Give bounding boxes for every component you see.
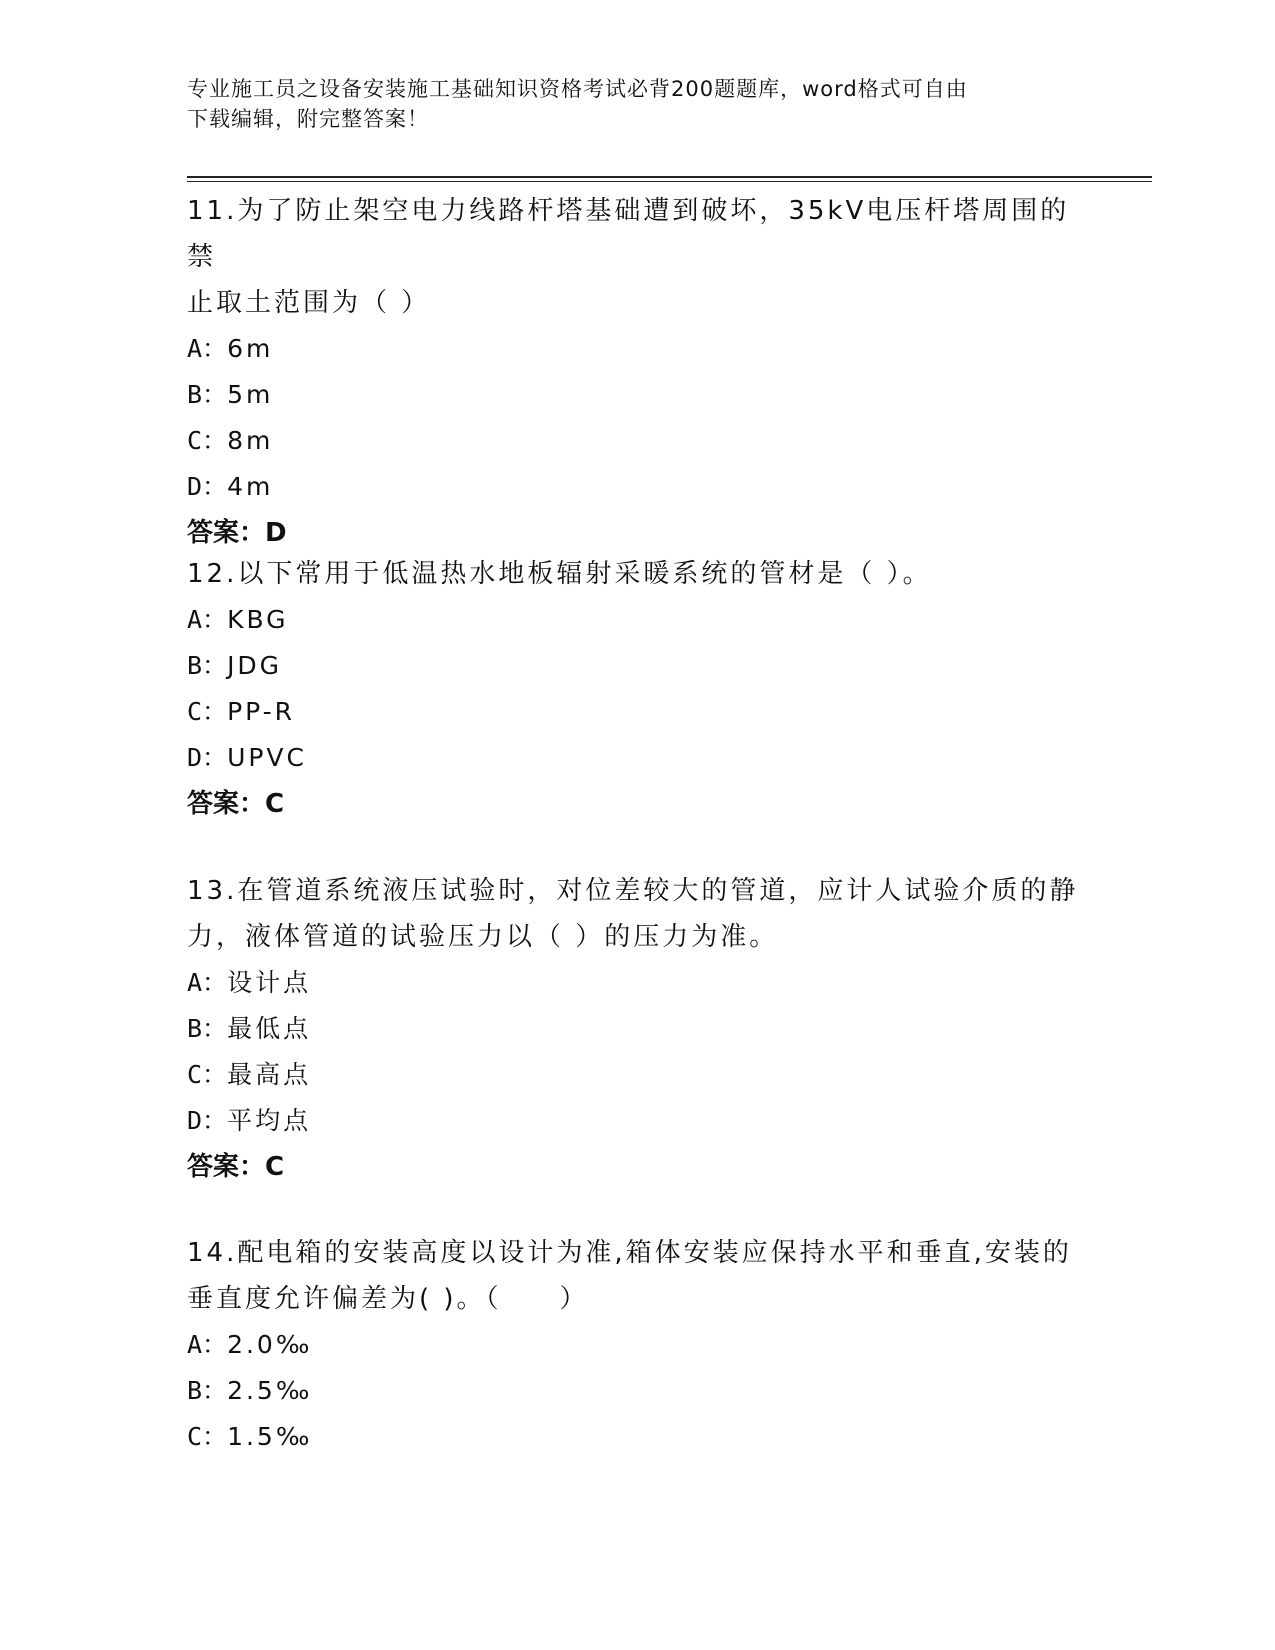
option-text: 最低点 bbox=[227, 1014, 312, 1043]
option-c bbox=[187, 1052, 1087, 1098]
option-key: B： bbox=[187, 1014, 228, 1043]
answer-label: 答案：D bbox=[187, 518, 287, 548]
option-a bbox=[187, 597, 1087, 643]
question-13 bbox=[187, 868, 1087, 1188]
option-b bbox=[187, 643, 1087, 689]
question-stem bbox=[187, 868, 1087, 960]
option-key: C： bbox=[187, 1060, 228, 1089]
stem-line-2: 力，液体管道的试验压力以（ ）的压力为准。 bbox=[187, 922, 779, 952]
option-key: B： bbox=[187, 380, 228, 409]
answer-label: 答案：C bbox=[187, 1152, 285, 1182]
answer-label: 答案：C bbox=[187, 789, 285, 819]
option-text: 6m bbox=[227, 334, 274, 363]
option-key: D： bbox=[187, 743, 228, 772]
option-c bbox=[187, 689, 1087, 735]
option-a bbox=[187, 326, 1087, 372]
option-text: 5m bbox=[227, 380, 274, 409]
option-text: 最高点 bbox=[227, 1060, 312, 1089]
option-b bbox=[187, 372, 1087, 418]
option-text: JDG bbox=[227, 651, 283, 680]
option-b bbox=[187, 1006, 1087, 1052]
question-stem bbox=[187, 188, 1087, 326]
option-key: C： bbox=[187, 1422, 228, 1451]
option-text: 8m bbox=[227, 426, 274, 455]
option-text: 1.5‰ bbox=[227, 1422, 313, 1451]
option-key: D： bbox=[187, 472, 228, 501]
option-text: 平均点 bbox=[227, 1106, 312, 1135]
option-a bbox=[187, 1322, 1087, 1368]
option-text: 设计点 bbox=[227, 968, 312, 997]
option-text: 4m bbox=[227, 472, 274, 501]
stem-line-2: 止取土范围为（ ） bbox=[187, 288, 431, 318]
option-key: B： bbox=[187, 1376, 228, 1405]
option-key: C： bbox=[187, 697, 228, 726]
option-b bbox=[187, 1368, 1087, 1414]
question-14 bbox=[187, 1230, 1087, 1460]
option-text: 2.0‰ bbox=[227, 1330, 313, 1359]
stem-line-2: 垂直度允许偏差为( )。（ ） bbox=[187, 1284, 589, 1314]
header-divider-thick bbox=[187, 176, 1152, 178]
option-key: A： bbox=[187, 968, 228, 997]
question-stem bbox=[187, 551, 1087, 597]
question-12 bbox=[187, 551, 1087, 825]
header-line-1: 专业施工员之设备安装施工基础知识资格考试必背200题题库，word格式可自由 bbox=[187, 77, 968, 101]
option-text: 2.5‰ bbox=[227, 1376, 313, 1405]
option-key: C： bbox=[187, 426, 228, 455]
stem-line-1: 13.在管道系统液压试验时，对位差较大的管道，应计人试验介质的静 bbox=[187, 876, 1079, 906]
option-d bbox=[187, 1098, 1087, 1144]
stem-line-1: 12.以下常用于低温热水地板辐射采暖系统的管材是（ ）。 bbox=[187, 559, 932, 589]
option-c bbox=[187, 1414, 1087, 1460]
option-text: PP-R bbox=[227, 697, 296, 726]
stem-line-1: 14.配电箱的安装高度以设计为准,箱体安装应保持水平和垂直,安装的 bbox=[187, 1238, 1072, 1268]
option-key: A： bbox=[187, 334, 228, 363]
option-d bbox=[187, 735, 1087, 781]
option-a bbox=[187, 960, 1087, 1006]
option-d bbox=[187, 464, 1087, 510]
header-line-2: 下载编辑，附完整答案！ bbox=[187, 107, 429, 131]
header-divider-thin bbox=[187, 181, 1152, 182]
document-header bbox=[187, 74, 1087, 134]
option-c bbox=[187, 418, 1087, 464]
option-key: A： bbox=[187, 1330, 228, 1359]
option-text: UPVC bbox=[227, 743, 307, 772]
option-key: A： bbox=[187, 605, 228, 634]
option-key: B： bbox=[187, 651, 228, 680]
option-key: D： bbox=[187, 1106, 228, 1135]
question-stem bbox=[187, 1230, 1087, 1322]
stem-line-1: 11.为了防止架空电力线路杆塔基础遭到破坏，35kV电压杆塔周围的禁 bbox=[187, 196, 1070, 272]
question-11 bbox=[187, 188, 1087, 554]
option-text: KBG bbox=[227, 605, 289, 634]
